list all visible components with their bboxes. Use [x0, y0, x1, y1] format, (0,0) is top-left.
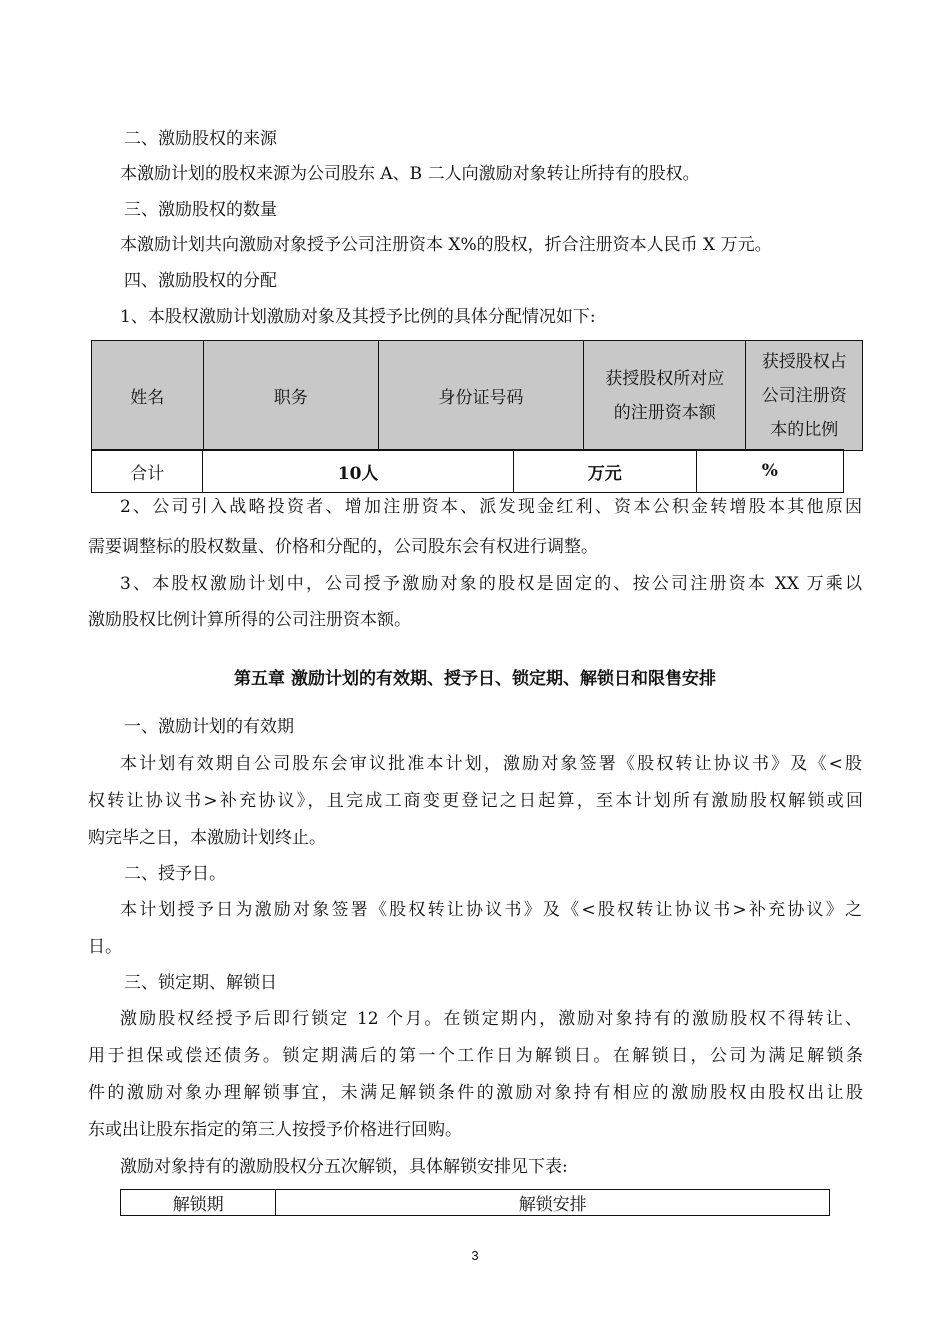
paragraph: 1、本股权激励计划激励对象及其授予比例的具体分配情况如下:	[120, 307, 596, 327]
paragraph: 3、本股权激励计划中，公司授予激励对象的股权是固定的、按公司注册资本 XX 万乘以	[120, 574, 862, 594]
paragraph: 本计划授予日为激励对象签署《股权转让协议书》及《<股权转让协议书>补充协议》之	[120, 900, 862, 920]
total-label: 合计	[92, 450, 203, 493]
allocation-table-header	[91, 340, 863, 451]
paragraph: 本激励计划共向激励对象授予公司注册资本 X%的股权，折合注册资本人民币 X 万元。	[120, 235, 772, 255]
header-capital-amount: 获授股权所对应 的注册资本额	[584, 341, 746, 451]
paragraph: 东或出让股东指定的第三人按授予价格进行回购。	[88, 1120, 462, 1140]
total-people: 10人	[203, 450, 513, 493]
paragraph: 本激励计划的股权来源为公司股东 A、B 二人向激励对象转让所持有的股权。	[120, 164, 700, 184]
section-heading: 三、激励股权的数量	[124, 200, 277, 220]
header-position: 职务	[203, 341, 378, 451]
section-heading: 二、授予日。	[124, 864, 226, 884]
section-heading: 四、激励股权的分配	[124, 271, 277, 291]
allocation-table-total	[91, 449, 844, 493]
paragraph: 权转让协议书>补充协议》，且完成工商变更登记之日起算，至本计划所有激励股权解锁或回	[88, 791, 863, 811]
paragraph: 激励对象持有的激励股权分五次解锁，具体解锁安排见下表:	[120, 1157, 568, 1177]
section-heading: 一、激励计划的有效期	[124, 717, 294, 737]
unlock-col-period: 解锁期	[121, 1190, 276, 1216]
paragraph: 2、公司引入战略投资者、增加注册资本、派发现金红利、资本公积金转增股本其他原因	[120, 497, 862, 517]
paragraph: 激励股权经授予后即行锁定 12 个月。在锁定期内，激励对象持有的激励股权不得转让、	[120, 1009, 862, 1029]
chapter-title: 第五章 激励计划的有效期、授予日、锁定期、解锁日和限售安排	[234, 669, 716, 689]
paragraph: 需要调整标的股权数量、价格和分配的，公司股东会有权进行调整。	[88, 537, 598, 557]
section-heading: 三、锁定期、解锁日	[124, 973, 277, 993]
total-ratio: %	[696, 450, 843, 493]
paragraph: 本计划有效期自公司股东会审议批准本计划，激励对象签署《股权转让协议书》及《<股	[120, 754, 862, 774]
header-ratio: 获授股权占 公司注册资 本的比例	[746, 341, 863, 451]
header-name: 姓名	[92, 341, 204, 451]
paragraph: 日。	[88, 937, 122, 957]
unlock-table	[120, 1189, 830, 1216]
paragraph: 激励股权比例计算所得的公司注册资本额。	[88, 610, 411, 630]
paragraph: 购完毕之日，本激励计划终止。	[88, 828, 326, 848]
header-id-number: 身份证号码	[378, 341, 583, 451]
paragraph: 用于担保或偿还债务。锁定期满后的第一个工作日为解锁日。在解锁日，公司为满足解锁条	[88, 1046, 863, 1066]
page-number: 3	[471, 1248, 479, 1263]
total-amount: 万元	[513, 450, 696, 493]
section-heading: 二、激励股权的来源	[124, 129, 277, 149]
unlock-col-arrangement: 解锁安排	[276, 1190, 830, 1216]
paragraph: 件的激励对象办理解锁事宜，未满足解锁条件的激励对象持有相应的激励股权由股权出让股	[88, 1083, 863, 1103]
